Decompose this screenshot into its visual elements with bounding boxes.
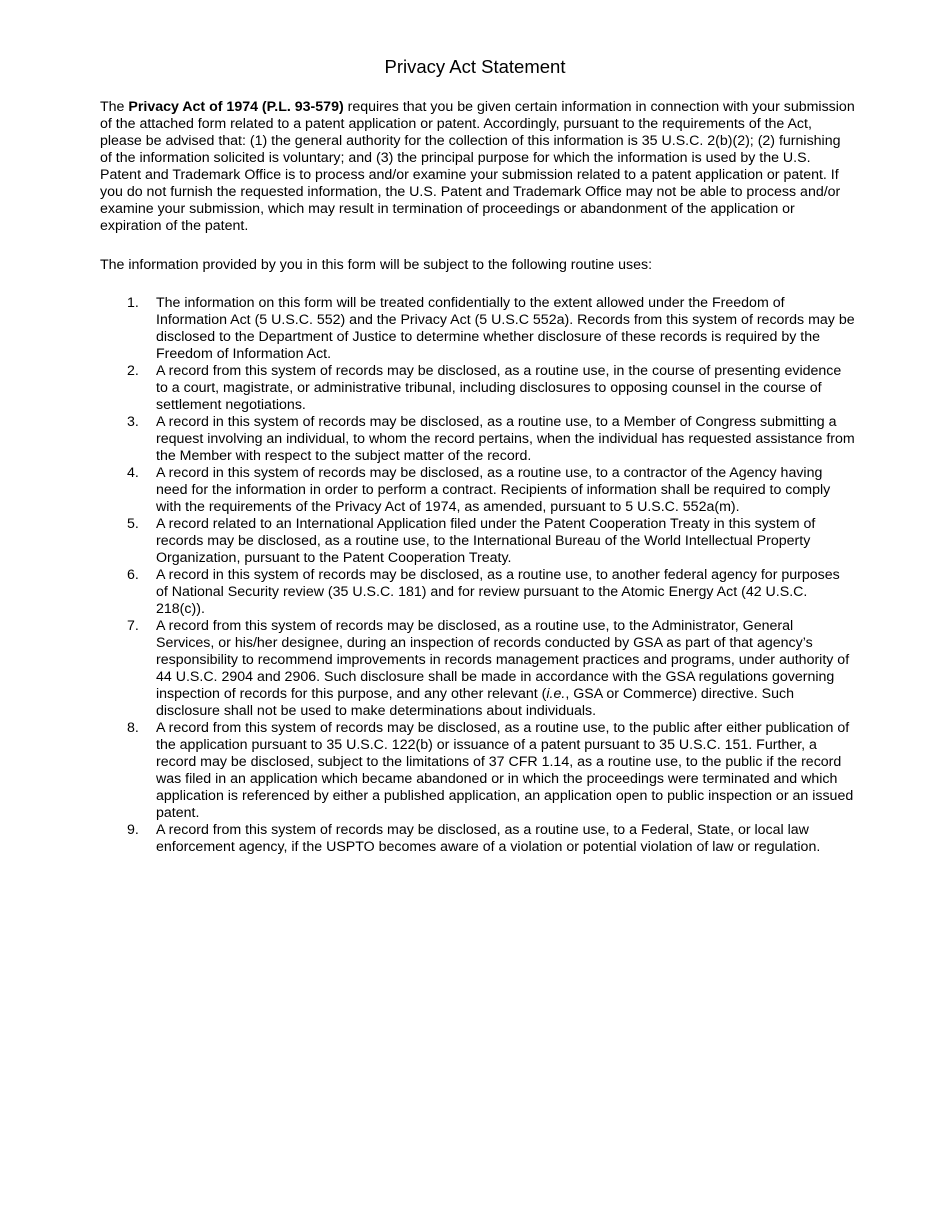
list-item xyxy=(100,618,855,720)
list-item-number: 2. xyxy=(127,363,139,379)
list-item xyxy=(100,465,855,516)
list-item xyxy=(100,822,855,856)
routine-uses-list xyxy=(100,295,855,856)
list-item-text-italic: i.e. xyxy=(546,686,566,702)
intro-body: requires that you be given certain information in connection with your submission of the attached form related to a patent application or patent. Accordingly, pursuant to the requirements of the Act, please be advised that: (1) the general authority for the collection of this information is 35 U.S.C. 2(b)(2); (2) furnishing of the information solicited is voluntary; and (3) the principal purpose for which the information is used by the U.S. Patent and Trademark Office is to process and/or examine your submission related to a patent application or patent. If you do not furnish the requested information, the U.S. Patent and Trademark Office may not be able to process and/or examine your submission, which may result in termination of proceedings or abandonment of the application or expiration of the patent. xyxy=(100,99,855,234)
intro-prefix: The xyxy=(100,99,129,115)
list-item-text: A record in this system of records may be disclosed, as a routine use, to a Member of Congress submitting a request involving an individual, to whom the record pertains, when the individual has requested assistance from the Member with respect to the subject matter of the record. xyxy=(156,414,855,464)
list-item-text-after: , GSA or Commerce) directive. Such disclosure shall not be used to make determinations about individuals. xyxy=(156,686,794,719)
list-item-text: A record from this system of records may be disclosed, as a routine use, to a Federal, State, or local law enforcement agency, if the USPTO becomes aware of a violation or potential violation of law or regulation. xyxy=(156,822,821,855)
intro-paragraph xyxy=(100,99,855,235)
list-item-text: A record from this system of records may be disclosed, as a routine use, to the public after either publication of the application pursuant to 35 U.S.C. 122(b) or issuance of a patent pursuant to 35 U.S.C. 151. Further, a record may be disclosed, subject to the limitations of 37 CFR 1.14, as a routine use, to the public if the record was filed in an application which became abandoned or in which the proceedings were terminated and which application is referenced by either a published application, an application open to public inspection or an issued patent. xyxy=(156,720,854,821)
list-item-text: A record from this system of records may be disclosed, as a routine use, in the course of presenting evidence to a court, magistrate, or administrative tribunal, including disclosures to opposing counsel in the course of settlement negotiations. xyxy=(156,363,842,413)
list-item xyxy=(100,567,855,618)
list-item-text: A record in this system of records may be disclosed, as a routine use, to a contractor of the Agency having need for the information in order to perform a contract. Recipients of information shall be required to comply with the requirements of the Privacy Act of 1974, as amended, pursuant to 5 U.S.C. 552a(m). xyxy=(156,465,831,515)
list-item-text-before: A record from this system of records may be disclosed, as a routine use, to the Administrator, General Services, or his/her designee, during an inspection of records conducted by GSA as part of that agency’s responsibility to recommend improvements in records management practices and programs, under authority of 44 U.S.C. 2904 and 2906. Such disclosure shall be made in accordance with the GSA regulations governing inspection of records for this purpose, and any other relevant ( xyxy=(156,618,850,702)
list-item xyxy=(100,295,855,363)
list-item-number: 6. xyxy=(127,567,139,583)
list-item-number: 9. xyxy=(127,822,139,838)
list-item-text: A record related to an International Application filed under the Patent Cooperation Treaty in this system of records may be disclosed, as a routine use, to the International Bureau of the World Intellectual Property Organization, pursuant to the Patent Cooperation Treaty. xyxy=(156,516,816,566)
list-item xyxy=(100,414,855,465)
list-item-number: 8. xyxy=(127,720,139,736)
page-title: Privacy Act Statement xyxy=(384,56,566,77)
list-item-number: 5. xyxy=(127,516,139,532)
routine-uses-intro: The information provided by you in this form will be subject to the following routine uses: xyxy=(100,257,653,273)
list-item-number: 1. xyxy=(127,295,139,311)
act-name: Privacy Act of 1974 (P.L. 93-579) xyxy=(128,99,344,115)
list-item-number: 7. xyxy=(127,618,139,634)
list-item-text: A record in this system of records may be disclosed, as a routine use, to another federal agency for purposes of National Security review (35 U.S.C. 181) and for review pursuant to the Atomic Energy Act (42 U.S.C. 218(c)). xyxy=(156,567,840,617)
list-item xyxy=(100,516,855,567)
list-item xyxy=(100,363,855,414)
list-item xyxy=(100,720,855,822)
list-item-text xyxy=(156,618,849,719)
list-item-number: 4. xyxy=(127,465,139,481)
list-item-text: The information on this form will be treated confidentially to the extent allowed under the Freedom of Information Act (5 U.S.C. 552) and the Privacy Act (5 U.S.C 552a). Records from this system of records may be disclosed to the Department of Justice to determine whether disclosure of these records is required by the Freedom of Information Act. xyxy=(156,295,855,362)
list-item-number: 3. xyxy=(127,414,139,430)
